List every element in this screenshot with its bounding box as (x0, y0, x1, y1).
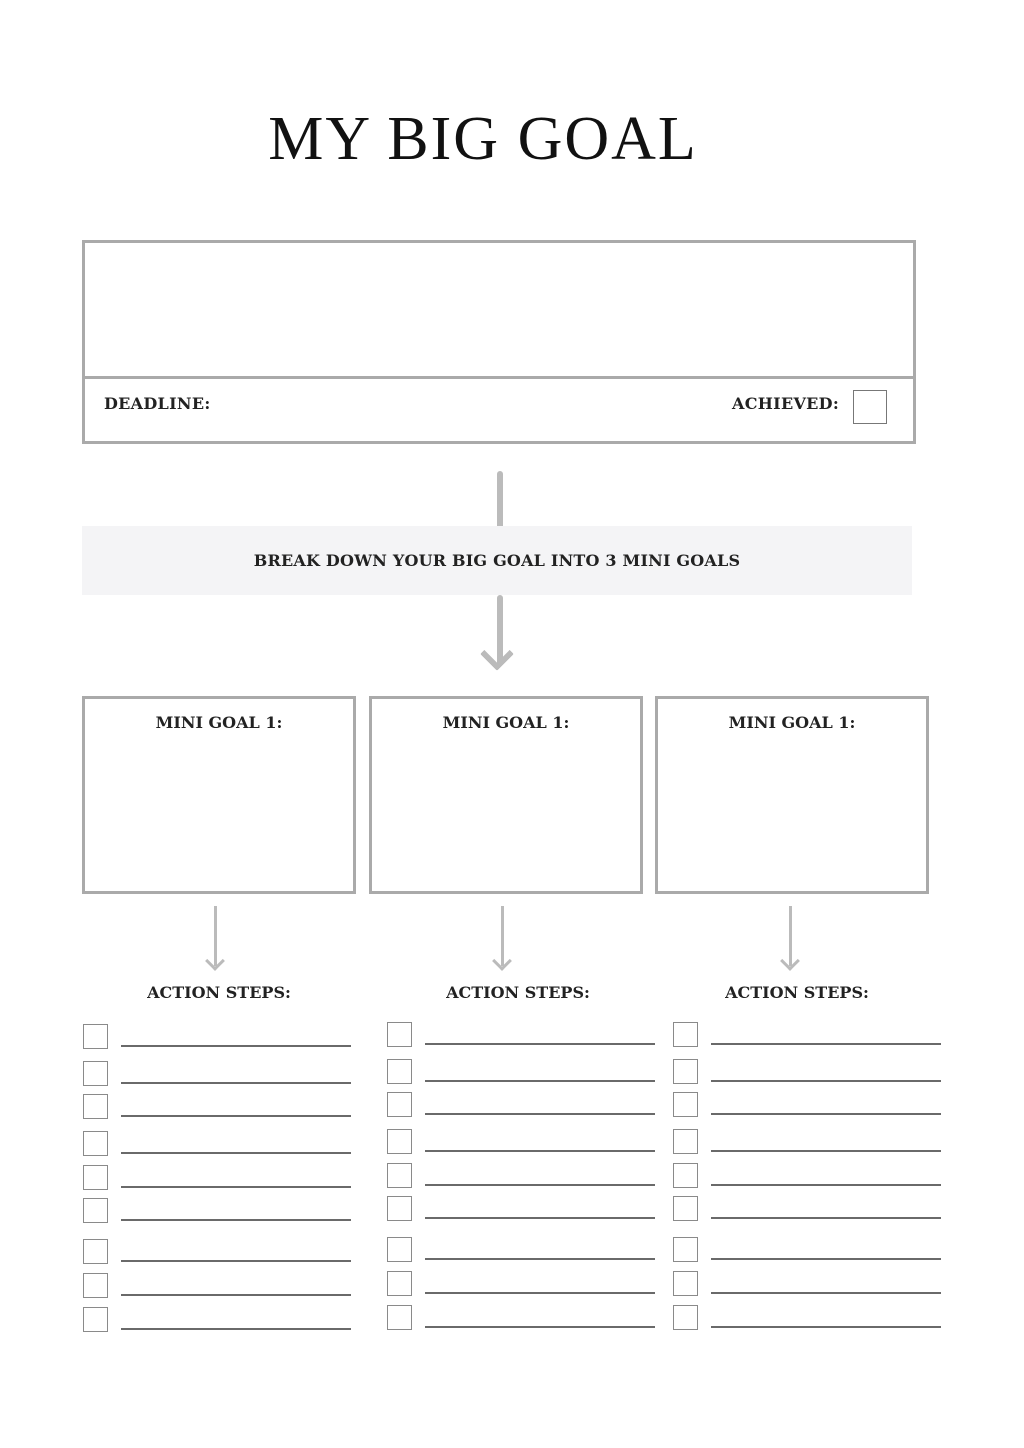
action-step-checkbox[interactable] (83, 1273, 108, 1298)
action-step-line[interactable] (711, 1258, 941, 1260)
action-step-line[interactable] (711, 1113, 941, 1115)
action-step-checkbox[interactable] (387, 1022, 412, 1047)
action-step-checkbox[interactable] (83, 1307, 108, 1332)
action-step-checkbox[interactable] (83, 1239, 108, 1264)
action-step-checkbox[interactable] (673, 1092, 698, 1117)
achieved-checkbox[interactable] (853, 390, 887, 424)
down-arrow-icon (205, 951, 225, 971)
big-goal-box[interactable] (82, 240, 916, 444)
action-step-line[interactable] (711, 1292, 941, 1294)
deadline-label: DEADLINE: (104, 394, 211, 413)
action-step-checkbox[interactable] (83, 1061, 108, 1086)
mini-goal-label: MINI GOAL 1: (155, 713, 283, 732)
action-step-line[interactable] (121, 1082, 351, 1084)
mini-goal-label: MINI GOAL 1: (728, 713, 856, 732)
achieved-label: ACHIEVED: (732, 394, 840, 413)
action-step-checkbox[interactable] (673, 1059, 698, 1084)
connector-line (497, 471, 503, 529)
action-step-line[interactable] (711, 1184, 941, 1186)
action-step-checkbox[interactable] (673, 1022, 698, 1047)
action-step-line[interactable] (425, 1326, 655, 1328)
action-step-line[interactable] (425, 1258, 655, 1260)
action-step-checkbox[interactable] (387, 1196, 412, 1221)
down-arrow-icon (780, 951, 800, 971)
action-step-line[interactable] (121, 1045, 351, 1047)
action-step-line[interactable] (425, 1292, 655, 1294)
action-step-line[interactable] (121, 1152, 351, 1154)
action-step-line[interactable] (711, 1080, 941, 1082)
mini-goal-box-3[interactable] (655, 696, 929, 894)
action-step-checkbox[interactable] (673, 1305, 698, 1330)
mini-goal-label: MINI GOAL 1: (442, 713, 570, 732)
action-step-checkbox[interactable] (387, 1163, 412, 1188)
action-step-checkbox[interactable] (83, 1198, 108, 1223)
action-step-line[interactable] (425, 1150, 655, 1152)
action-step-checkbox[interactable] (673, 1196, 698, 1221)
down-arrow-icon (480, 637, 514, 671)
action-step-line[interactable] (121, 1115, 351, 1117)
big-goal-divider (85, 376, 913, 379)
action-step-line[interactable] (121, 1186, 351, 1188)
action-step-checkbox[interactable] (83, 1131, 108, 1156)
mini-goal-box-1[interactable] (82, 696, 356, 894)
action-step-line[interactable] (121, 1328, 351, 1330)
action-step-line[interactable] (121, 1260, 351, 1262)
action-step-line[interactable] (711, 1326, 941, 1328)
action-step-checkbox[interactable] (673, 1129, 698, 1154)
action-step-checkbox[interactable] (83, 1024, 108, 1049)
mini-goal-box-2[interactable] (369, 696, 643, 894)
action-step-checkbox[interactable] (387, 1237, 412, 1262)
action-step-line[interactable] (711, 1217, 941, 1219)
down-arrow-icon (492, 951, 512, 971)
action-step-line[interactable] (425, 1080, 655, 1082)
action-step-line[interactable] (711, 1043, 941, 1045)
action-step-checkbox[interactable] (673, 1271, 698, 1296)
action-step-checkbox[interactable] (673, 1237, 698, 1262)
action-step-checkbox[interactable] (387, 1129, 412, 1154)
action-step-checkbox[interactable] (387, 1271, 412, 1296)
action-step-checkbox[interactable] (387, 1305, 412, 1330)
action-step-line[interactable] (121, 1294, 351, 1296)
page-title: MY BIG GOAL (268, 105, 698, 173)
action-step-line[interactable] (425, 1113, 655, 1115)
action-step-checkbox[interactable] (83, 1165, 108, 1190)
action-step-checkbox[interactable] (673, 1163, 698, 1188)
action-steps-heading-3: ACTION STEPS: (725, 983, 869, 1002)
banner-text: BREAK DOWN YOUR BIG GOAL INTO 3 MINI GOALS (253, 551, 741, 570)
action-step-checkbox[interactable] (387, 1059, 412, 1084)
action-steps-heading-2: ACTION STEPS: (446, 983, 590, 1002)
action-step-checkbox[interactable] (83, 1094, 108, 1119)
action-step-line[interactable] (711, 1150, 941, 1152)
action-step-line[interactable] (425, 1217, 655, 1219)
action-step-line[interactable] (121, 1219, 351, 1221)
action-step-line[interactable] (425, 1043, 655, 1045)
instruction-banner (82, 526, 912, 595)
action-steps-heading-1: ACTION STEPS: (147, 983, 291, 1002)
action-step-checkbox[interactable] (387, 1092, 412, 1117)
action-step-line[interactable] (425, 1184, 655, 1186)
